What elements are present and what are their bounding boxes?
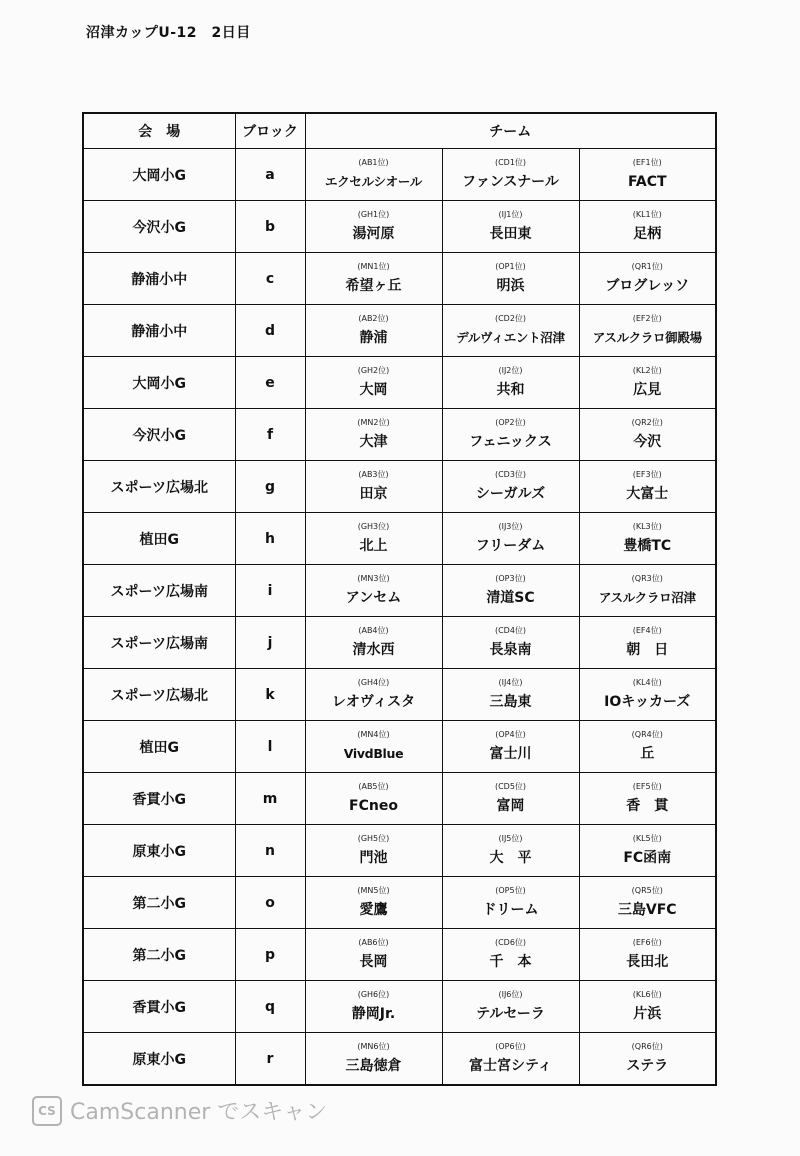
- team-seed: (AB4位): [358, 626, 389, 635]
- team-cell: [579, 669, 716, 721]
- team-cell: [442, 201, 579, 253]
- team-seed: (CD3位): [494, 470, 527, 479]
- team-cell: [579, 617, 716, 669]
- venue-cell: 香貫小G: [83, 981, 235, 1033]
- team-cell: [442, 357, 579, 409]
- team-name: 長岡: [359, 954, 388, 970]
- team-seed: (AB2位): [358, 314, 389, 323]
- team-cell: [305, 1033, 442, 1086]
- team-name: 三島VFC: [617, 902, 677, 918]
- team-name: フリーダム: [475, 538, 546, 554]
- team-name: ブログレッソ: [605, 278, 690, 294]
- team-cell: [442, 825, 579, 877]
- team-seed: (GH1位): [357, 210, 390, 219]
- team-cell: [579, 513, 716, 565]
- team-cell: [442, 461, 579, 513]
- venue-cell: 第二小G: [83, 877, 235, 929]
- team-name: 片浜: [633, 1006, 662, 1022]
- team-cell: [579, 409, 716, 461]
- camscanner-icon: CS: [32, 1096, 62, 1126]
- venue-cell: 植田G: [83, 513, 235, 565]
- team-name: デルヴィエント沼津: [456, 330, 565, 345]
- venue-cell: 第二小G: [83, 929, 235, 981]
- team-name: 千 本: [489, 954, 532, 970]
- team-seed: (MN1位): [357, 262, 390, 271]
- team-seed: (CD5位): [494, 782, 527, 791]
- team-cell: [442, 669, 579, 721]
- block-cell: d: [235, 305, 305, 357]
- team-cell: [442, 305, 579, 357]
- team-seed: (KL6位): [632, 990, 662, 999]
- venue-cell: 大岡小G: [83, 149, 235, 201]
- team-cell: [579, 721, 716, 773]
- venue-cell: スポーツ広場北: [83, 461, 235, 513]
- team-cell: [442, 149, 579, 201]
- table-row: [83, 773, 716, 825]
- team-seed: (QR3位): [631, 574, 663, 583]
- team-cell: [579, 1033, 716, 1086]
- table-header-row: [83, 113, 716, 149]
- team-cell: [305, 513, 442, 565]
- watermark-text: CamScanner でスキャン: [70, 1100, 328, 1125]
- team-seed: (KL3位): [632, 522, 662, 531]
- table-row: [83, 565, 716, 617]
- team-name: ドリーム: [482, 902, 539, 918]
- team-cell: [579, 305, 716, 357]
- venue-cell: 大岡小G: [83, 357, 235, 409]
- team-seed: (EF5位): [632, 782, 662, 791]
- team-name: 大津: [359, 434, 388, 450]
- team-seed: (IJ6位): [498, 990, 523, 999]
- team-cell: [305, 721, 442, 773]
- team-name: FC函南: [623, 850, 672, 866]
- team-seed: (OP3位): [495, 574, 526, 583]
- team-cell: [305, 565, 442, 617]
- team-seed: (CD1位): [494, 158, 527, 167]
- team-name: 大富士: [626, 486, 669, 502]
- team-seed: (AB6位): [358, 938, 389, 947]
- team-cell: [579, 201, 716, 253]
- team-cell: [305, 305, 442, 357]
- team-cell: [442, 929, 579, 981]
- team-name: 長泉南: [489, 642, 532, 658]
- team-seed: (CD2位): [494, 314, 527, 323]
- team-name: ステラ: [626, 1058, 669, 1074]
- team-name: 豊橋TC: [623, 538, 672, 554]
- team-cell: [305, 981, 442, 1033]
- team-name: 北上: [359, 538, 388, 554]
- team-seed: (MN2位): [357, 418, 390, 427]
- page-title: 沼津カップU-12 2日目: [86, 25, 251, 41]
- team-seed: (EF1位): [632, 158, 662, 167]
- team-name: FCneo: [349, 798, 398, 814]
- block-cell: g: [235, 461, 305, 513]
- team-cell: [305, 461, 442, 513]
- team-seed: (KL4位): [632, 678, 662, 687]
- team-seed: (EF2位): [632, 314, 662, 323]
- team-name: 三島徳倉: [345, 1058, 402, 1074]
- block-cell: f: [235, 409, 305, 461]
- team-seed: (AB5位): [358, 782, 389, 791]
- table-row: [83, 721, 716, 773]
- block-cell: i: [235, 565, 305, 617]
- team-cell: [579, 773, 716, 825]
- team-cell: [305, 409, 442, 461]
- venue-cell: スポーツ広場北: [83, 669, 235, 721]
- team-name: 田京: [359, 486, 388, 502]
- team-seed: (KL2位): [632, 366, 662, 375]
- team-seed: (QR2位): [631, 418, 663, 427]
- team-seed: (GH5位): [357, 834, 390, 843]
- block-cell: a: [235, 149, 305, 201]
- team-seed: (MN6位): [357, 1042, 390, 1051]
- venue-cell: 原東小G: [83, 1033, 235, 1086]
- team-cell: [579, 981, 716, 1033]
- team-seed: (QR4位): [631, 730, 663, 739]
- team-cell: [305, 201, 442, 253]
- team-seed: (EF3位): [632, 470, 662, 479]
- block-cell: n: [235, 825, 305, 877]
- table-row: [83, 149, 716, 201]
- team-cell: [305, 773, 442, 825]
- team-seed: (OP6位): [495, 1042, 526, 1051]
- block-cell: m: [235, 773, 305, 825]
- team-name: 湯河原: [352, 226, 395, 242]
- schedule-table: [82, 112, 717, 1086]
- team-cell: [442, 617, 579, 669]
- team-cell: [579, 253, 716, 305]
- team-cell: [305, 877, 442, 929]
- team-name: エクセルシオール: [324, 174, 423, 189]
- team-cell: [305, 357, 442, 409]
- team-name: 希望ヶ丘: [345, 278, 402, 294]
- team-name: 明浜: [496, 278, 525, 294]
- team-cell: [579, 461, 716, 513]
- team-seed: (OP2位): [495, 418, 526, 427]
- table-row: [83, 253, 716, 305]
- header-block: ブロック: [235, 113, 305, 149]
- team-cell: [442, 409, 579, 461]
- team-seed: (EF6位): [632, 938, 662, 947]
- team-seed: (KL1位): [632, 210, 662, 219]
- team-seed: (MN4位): [357, 730, 390, 739]
- team-seed: (KL5位): [632, 834, 662, 843]
- team-cell: [579, 877, 716, 929]
- team-name: 静浦: [359, 330, 388, 346]
- team-name: アンセム: [345, 590, 402, 606]
- team-seed: (IJ5位): [498, 834, 523, 843]
- venue-cell: 香貫小G: [83, 773, 235, 825]
- team-seed: (QR5位): [631, 886, 663, 895]
- team-cell: [579, 149, 716, 201]
- team-name: 清道SC: [486, 590, 535, 606]
- block-cell: j: [235, 617, 305, 669]
- block-cell: r: [235, 1033, 305, 1086]
- team-cell: [305, 929, 442, 981]
- header-venue: 会 場: [83, 113, 235, 149]
- team-name: 富岡: [496, 798, 525, 814]
- team-name: 愛鷹: [359, 902, 388, 918]
- block-cell: b: [235, 201, 305, 253]
- team-name: 長田北: [626, 954, 669, 970]
- team-cell: [305, 149, 442, 201]
- venue-cell: 静浦小中: [83, 305, 235, 357]
- venue-cell: 原東小G: [83, 825, 235, 877]
- team-seed: (CD4位): [494, 626, 527, 635]
- venue-cell: 植田G: [83, 721, 235, 773]
- team-name: ファンスナール: [462, 174, 559, 190]
- table-row: [83, 357, 716, 409]
- team-cell: [442, 1033, 579, 1086]
- table-row: [83, 1033, 716, 1086]
- team-name: 広見: [633, 382, 662, 398]
- team-cell: [442, 513, 579, 565]
- team-name: 丘: [640, 746, 655, 762]
- team-name: アスルクラロ御殿場: [592, 330, 702, 345]
- block-cell: k: [235, 669, 305, 721]
- team-seed: (IJ2位): [498, 366, 523, 375]
- team-seed: (OP4位): [495, 730, 526, 739]
- team-seed: (CD6位): [494, 938, 527, 947]
- team-name: 大 平: [489, 850, 532, 866]
- team-cell: [305, 825, 442, 877]
- team-seed: (GH6位): [357, 990, 390, 999]
- table-row: [83, 981, 716, 1033]
- team-cell: [305, 617, 442, 669]
- team-name: シーガルズ: [475, 486, 546, 502]
- table-row: [83, 669, 716, 721]
- venue-cell: 今沢小G: [83, 409, 235, 461]
- team-name: FACT: [627, 174, 667, 190]
- team-cell: [442, 981, 579, 1033]
- table-row: [83, 409, 716, 461]
- team-name: テルセーラ: [476, 1006, 545, 1022]
- team-cell: [579, 825, 716, 877]
- block-cell: l: [235, 721, 305, 773]
- team-name: アスルクラロ沼津: [598, 590, 696, 605]
- team-name: 朝 日: [626, 642, 669, 658]
- team-seed: (GH3位): [357, 522, 390, 531]
- venue-cell: スポーツ広場南: [83, 617, 235, 669]
- team-cell: [579, 565, 716, 617]
- team-cell: [442, 565, 579, 617]
- team-name: 大岡: [359, 382, 388, 398]
- team-seed: (EF4位): [632, 626, 662, 635]
- team-name: IOキッカーズ: [604, 694, 691, 710]
- team-cell: [305, 253, 442, 305]
- block-cell: c: [235, 253, 305, 305]
- team-name: VivdBlue: [343, 746, 404, 761]
- team-name: フェニックス: [469, 434, 552, 450]
- team-cell: [305, 669, 442, 721]
- team-cell: [579, 929, 716, 981]
- team-seed: (OP5位): [495, 886, 526, 895]
- team-cell: [442, 721, 579, 773]
- team-seed: (AB1位): [358, 158, 389, 167]
- team-seed: (IJ3位): [498, 522, 523, 531]
- team-name: レオヴィスタ: [331, 694, 416, 710]
- table-row: [83, 825, 716, 877]
- team-name: 足柄: [633, 226, 662, 242]
- table-row: [83, 305, 716, 357]
- team-name: 長田東: [489, 226, 532, 242]
- team-name: 共和: [496, 382, 525, 398]
- team-cell: [579, 357, 716, 409]
- table-row: [83, 513, 716, 565]
- team-seed: (GH2位): [357, 366, 390, 375]
- block-cell: h: [235, 513, 305, 565]
- team-name: 富士川: [489, 746, 532, 762]
- table-row: [83, 617, 716, 669]
- team-name: 今沢: [633, 434, 662, 450]
- team-name: 三島東: [489, 694, 532, 710]
- block-cell: o: [235, 877, 305, 929]
- table-row: [83, 929, 716, 981]
- team-seed: (MN3位): [357, 574, 390, 583]
- team-name: 静岡Jr.: [351, 1006, 396, 1022]
- team-seed: (IJ4位): [498, 678, 523, 687]
- team-name: 富士宮シティ: [469, 1058, 552, 1074]
- block-cell: q: [235, 981, 305, 1033]
- team-cell: [442, 877, 579, 929]
- table-row: [83, 201, 716, 253]
- team-cell: [442, 773, 579, 825]
- team-seed: (GH4位): [357, 678, 390, 687]
- team-name: 門池: [359, 850, 388, 866]
- team-seed: (QR1位): [631, 262, 663, 271]
- venue-cell: 今沢小G: [83, 201, 235, 253]
- team-name: 清水西: [352, 642, 395, 658]
- venue-cell: 静浦小中: [83, 253, 235, 305]
- team-cell: [442, 253, 579, 305]
- header-team: チーム: [305, 113, 716, 149]
- team-seed: (IJ1位): [498, 210, 523, 219]
- block-cell: e: [235, 357, 305, 409]
- team-name: 香 貫: [626, 798, 669, 814]
- team-seed: (OP1位): [495, 262, 526, 271]
- team-seed: (AB3位): [358, 470, 389, 479]
- team-seed: (QR6位): [631, 1042, 663, 1051]
- camscanner-watermark: [32, 1095, 327, 1126]
- venue-cell: スポーツ広場南: [83, 565, 235, 617]
- table-row: [83, 877, 716, 929]
- table-row: [83, 461, 716, 513]
- team-seed: (MN5位): [357, 886, 390, 895]
- block-cell: p: [235, 929, 305, 981]
